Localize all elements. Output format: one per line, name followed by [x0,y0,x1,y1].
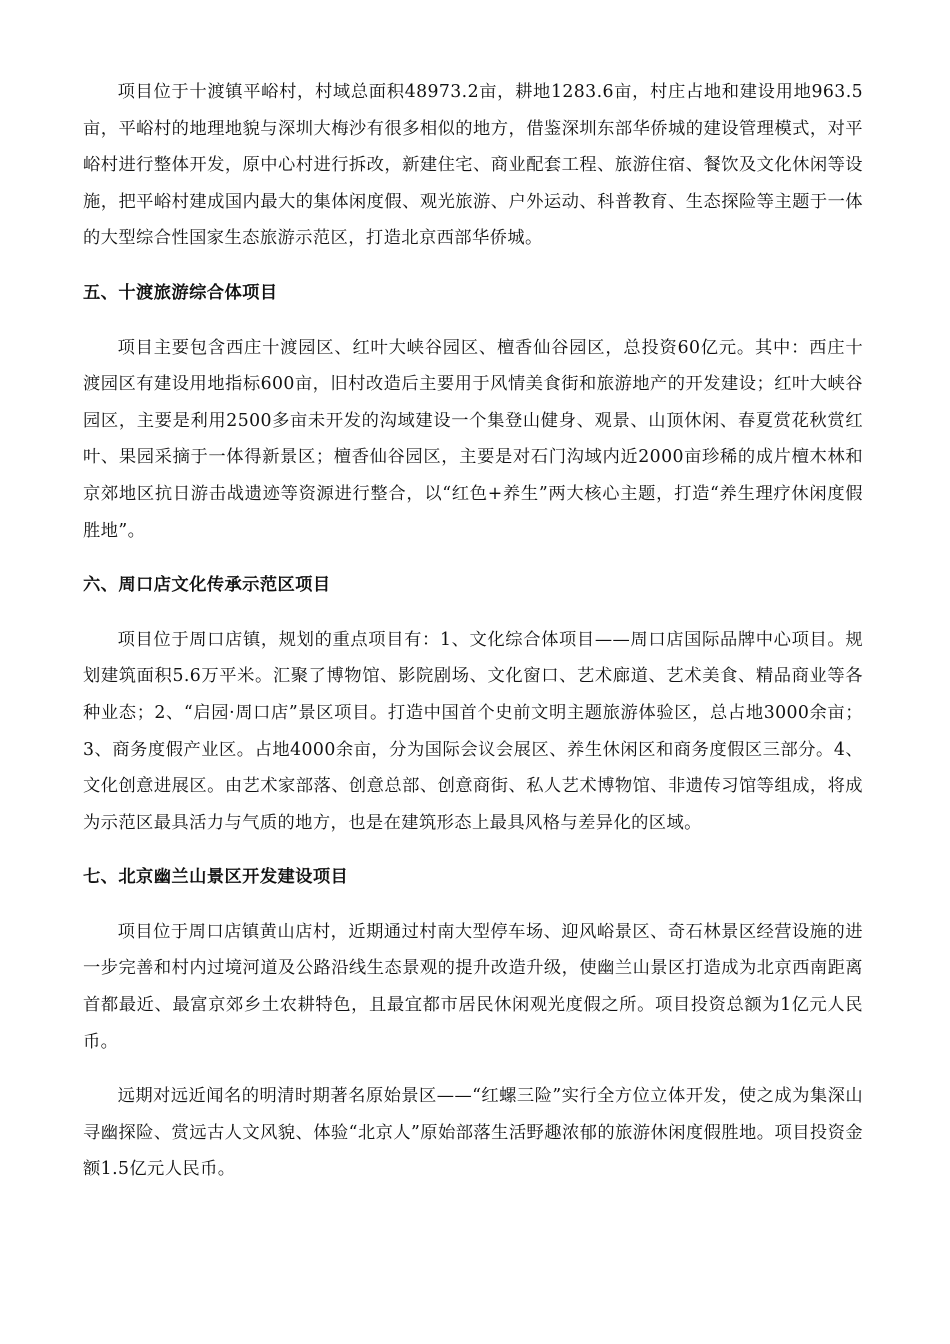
document-body [83,74,863,1206]
paragraph-zhoukoudian: 项目位于周口店镇，规划的重点项目有：1、文化综合体项目——周口店国际品牌中心项目。规划建筑面积5.6万平米。汇聚了博物馆、影院剧场、文化窗口、艺术廊道、艺术美食、精品商业等各种业态；2、“启园·周口店”景区项目。打造中国首个史前文明主题旅游体验区，总占地3000余亩；3、商务度假产业区。占地4000余亩，分为国际会议会展区、养生休闲区和商务度假区三部分。4、文化创意进展区。由艺术家部落、创意总部、创意商街、私人艺术博物馆、非遗传习馆等组成，将成为示范区最具活力与气质的地方，也是在建筑形态上最具风格与差异化的区域。 [83,629,863,833]
section-heading-zhoukoudian: 六、周口店文化传承示范区项目 [83,575,331,596]
section-heading-youlanshan: 七、北京幽兰山景区开发建设项目 [83,867,349,888]
paragraph-youlanshan-long-term: 远期对远近闻名的明清时期著名原始景区——“红螺三险”实行全方位立体开发，使之成为集深山寻幽探险、赏远古人文风貌、体验“北京人”原始部落生活野趣浓郁的旅游休闲度假胜地。项目投资金额1.5亿元人民币。 [83,1086,863,1180]
paragraph-youlanshan-near-term: 项目位于周口店镇黄山店村，近期通过村南大型停车场、迎风峪景区、奇石林景区经营设施的进一步完善和村内过境河道及公路沿线生态景观的提升改造升级，使幽兰山景区打造成为北京西南距离首都最近、最富京郊乡土农耕特色，且最宜都市居民休闲观光度假之所。项目投资总额为1亿元人民币。 [83,921,863,1052]
paragraph-pingyu-village: 项目位于十渡镇平峪村，村域总面积48973.2亩，耕地1283.6亩，村庄占地和建设用地963.5亩，平峪村的地理地貌与深圳大梅沙有很多相似的地方，借鉴深圳东部华侨城的建设管理模式，对平峪村进行整体开发，原中心村进行拆改，新建住宅、商业配套工程、旅游住宿、餐饮及文化休闲等设施，把平峪村建成国内最大的集体闲度假、观光旅游、户外运动、科普教育、生态探险等主题于一体的大型综合性国家生态旅游示范区，打造北京西部华侨城。 [83,82,863,249]
paragraph-shidu-tourism: 项目主要包含西庄十渡园区、红叶大峡谷园区、檀香仙谷园区，总投资60亿元。其中：西庄十渡园区有建设用地指标600亩，旧村改造后主要用于风情美食街和旅游地产的开发建设；红叶大峡谷园区，主要是利用2500多亩未开发的沟域建设一个集登山健身、观景、山顶休闲、春夏赏花秋赏红叶、果园采摘于一体得新景区；檀香仙谷园区，主要是对石门沟域内近2000亩珍稀的成片檀木林和京郊地区抗日游击战遗迹等资源进行整合，以“红色+养生”两大核心主题，打造“养生理疗休闲度假胜地”。 [83,337,863,541]
section-heading-shidu-tourism: 五、十渡旅游综合体项目 [83,282,278,303]
